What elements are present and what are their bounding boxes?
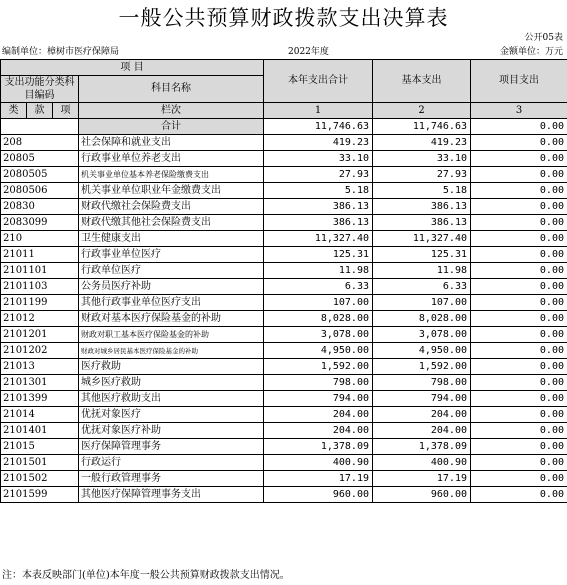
row-total: 107.00	[264, 295, 373, 311]
row-project: 0.00	[471, 359, 567, 375]
row-code: 2101101	[1, 263, 79, 279]
table-row	[1, 279, 567, 295]
row-subject-name: 财政代缴其他社会保险费支出	[79, 215, 264, 231]
row-project: 0.00	[471, 455, 567, 471]
row-project: 0.00	[471, 215, 567, 231]
header-row-no: 栏次	[79, 103, 264, 119]
table-row	[1, 199, 567, 215]
header-func-code: 支出功能分类科目编码	[1, 76, 79, 103]
table-row	[1, 247, 567, 263]
row-code: 21011	[1, 247, 79, 263]
row-code: 21015	[1, 439, 79, 455]
header-class: 类	[1, 103, 27, 119]
row-total: 8,028.00	[264, 311, 373, 327]
row-code: 2080505	[1, 167, 79, 183]
row-project: 0.00	[471, 439, 567, 455]
header-section: 款	[27, 103, 53, 119]
row-basic: 11,327.40	[373, 231, 471, 247]
row-code: 2101103	[1, 279, 79, 295]
row-basic: 1,592.00	[373, 359, 471, 375]
form-number: 公开05表	[524, 33, 563, 43]
table-row	[1, 231, 567, 247]
header-subject-name: 科目名称	[79, 76, 264, 103]
row-total: 5.18	[264, 183, 373, 199]
row-basic: 125.31	[373, 247, 471, 263]
sum-basic: 11,746.63	[373, 119, 471, 135]
table-row	[1, 167, 567, 183]
row-subject-name: 财政对职工基本医疗保险基金的补助	[79, 327, 264, 343]
header-col1: 1	[264, 103, 373, 119]
row-total: 419.23	[264, 135, 373, 151]
header-row-project	[1, 60, 567, 76]
row-code: 2080506	[1, 183, 79, 199]
row-basic: 400.90	[373, 455, 471, 471]
row-code: 2101399	[1, 391, 79, 407]
row-subject-name: 优抚对象医疗补助	[79, 423, 264, 439]
footnote: 注：本表反映部门(单位)本年度一般公共预算财政拨款支出情况。	[2, 570, 290, 581]
row-subject-name: 一般行政管理事务	[79, 471, 264, 487]
row-total: 17.19	[264, 471, 373, 487]
row-code: 2101199	[1, 295, 79, 311]
row-total: 33.10	[264, 151, 373, 167]
row-project: 0.00	[471, 151, 567, 167]
row-total: 1,592.00	[264, 359, 373, 375]
money-unit-label: 金额单位：万元	[499, 47, 563, 57]
table-row	[1, 215, 567, 231]
row-project: 0.00	[471, 343, 567, 359]
row-total: 960.00	[264, 487, 373, 503]
row-total: 204.00	[264, 423, 373, 439]
table-row	[1, 471, 567, 487]
row-code: 2101201	[1, 327, 79, 343]
table-row	[1, 407, 567, 423]
row-project: 0.00	[471, 327, 567, 343]
header-item: 项	[53, 103, 79, 119]
table-row	[1, 135, 567, 151]
row-subject-name: 其他医疗救助支出	[79, 391, 264, 407]
table-row	[1, 439, 567, 455]
row-subject-name: 行政事业单位医疗	[79, 247, 264, 263]
row-subject-name: 优抚对象医疗	[79, 407, 264, 423]
row-project: 0.00	[471, 471, 567, 487]
row-subject-name: 行政运行	[79, 455, 264, 471]
row-subject-name: 城乡医疗救助	[79, 375, 264, 391]
sum-project: 0.00	[471, 119, 567, 135]
table-row	[1, 327, 567, 343]
row-basic: 960.00	[373, 487, 471, 503]
row-subject-name: 医疗保障管理事务	[79, 439, 264, 455]
header-total: 本年支出合计	[264, 60, 373, 103]
header-project-expenditure: 项目支出	[471, 60, 567, 103]
table-row	[1, 423, 567, 439]
row-subject-name: 财政对城乡居民基本医疗保险基金的补助	[79, 343, 264, 359]
row-project: 0.00	[471, 375, 567, 391]
row-total: 4,950.00	[264, 343, 373, 359]
row-project: 0.00	[471, 199, 567, 215]
row-basic: 33.10	[373, 151, 471, 167]
report-year: 2022年度	[288, 47, 329, 57]
row-basic: 204.00	[373, 407, 471, 423]
row-total: 386.13	[264, 199, 373, 215]
row-subject-name: 行政事业单位养老支出	[79, 151, 264, 167]
row-subject-name: 医疗救助	[79, 359, 264, 375]
row-total: 11,327.40	[264, 231, 373, 247]
row-code: 2101501	[1, 455, 79, 471]
row-subject-name: 其他医疗保障管理事务支出	[79, 487, 264, 503]
row-subject-name: 公务员医疗补助	[79, 279, 264, 295]
table-row	[1, 487, 567, 503]
sum-label: 合计	[79, 119, 264, 135]
row-code: 208	[1, 135, 79, 151]
row-code: 2101599	[1, 487, 79, 503]
row-total: 125.31	[264, 247, 373, 263]
row-project: 0.00	[471, 487, 567, 503]
row-project: 0.00	[471, 135, 567, 151]
row-subject-name: 机关事业单位职业年金缴费支出	[79, 183, 264, 199]
row-subject-name: 其他行政事业单位医疗支出	[79, 295, 264, 311]
table-row	[1, 263, 567, 279]
table-row	[1, 455, 567, 471]
org-label: 编制单位：樟树市医疗保障局	[2, 47, 120, 57]
row-basic: 419.23	[373, 135, 471, 151]
row-total: 1,378.09	[264, 439, 373, 455]
row-subject-name: 财政代缴社会保险费支出	[79, 199, 264, 215]
row-basic: 27.93	[373, 167, 471, 183]
row-basic: 4,950.00	[373, 343, 471, 359]
row-basic: 386.13	[373, 199, 471, 215]
row-basic: 11.98	[373, 263, 471, 279]
row-project: 0.00	[471, 295, 567, 311]
report-title: 一般公共预算财政拨款支出决算表	[118, 6, 449, 30]
table-row	[1, 183, 567, 199]
sum-code-cell	[1, 119, 79, 135]
row-basic: 204.00	[373, 423, 471, 439]
row-project: 0.00	[471, 407, 567, 423]
row-project: 0.00	[471, 311, 567, 327]
row-basic: 794.00	[373, 391, 471, 407]
row-basic: 386.13	[373, 215, 471, 231]
row-total: 400.90	[264, 455, 373, 471]
row-basic: 798.00	[373, 375, 471, 391]
row-project: 0.00	[471, 391, 567, 407]
row-total: 11.98	[264, 263, 373, 279]
row-project: 0.00	[471, 279, 567, 295]
row-project: 0.00	[471, 423, 567, 439]
row-subject-name: 卫生健康支出	[79, 231, 264, 247]
row-code: 210	[1, 231, 79, 247]
row-code: 2083099	[1, 215, 79, 231]
table-row	[1, 151, 567, 167]
row-total: 3,078.00	[264, 327, 373, 343]
row-project: 0.00	[471, 247, 567, 263]
row-total: 798.00	[264, 375, 373, 391]
header-col2: 2	[373, 103, 471, 119]
row-code: 2101202	[1, 343, 79, 359]
row-basic: 5.18	[373, 183, 471, 199]
header-row-colnumbers	[1, 103, 567, 119]
row-basic: 1,378.09	[373, 439, 471, 455]
sum-total: 11,746.63	[264, 119, 373, 135]
row-total: 6.33	[264, 279, 373, 295]
row-basic: 17.19	[373, 471, 471, 487]
table-row	[1, 359, 567, 375]
row-total: 386.13	[264, 215, 373, 231]
row-code: 21014	[1, 407, 79, 423]
row-code: 2101502	[1, 471, 79, 487]
table-row	[1, 311, 567, 327]
table-row	[1, 391, 567, 407]
row-basic: 6.33	[373, 279, 471, 295]
row-code: 20830	[1, 199, 79, 215]
header-col3: 3	[471, 103, 567, 119]
header-project: 项 目	[1, 60, 264, 76]
row-project: 0.00	[471, 183, 567, 199]
report-meta-line	[0, 46, 567, 58]
table-row	[1, 343, 567, 359]
row-project: 0.00	[471, 263, 567, 279]
row-basic: 107.00	[373, 295, 471, 311]
row-subject-name: 财政对基本医疗保险基金的补助	[79, 311, 264, 327]
row-code: 2101401	[1, 423, 79, 439]
row-subject-name: 行政单位医疗	[79, 263, 264, 279]
row-code: 21012	[1, 311, 79, 327]
row-total: 27.93	[264, 167, 373, 183]
row-code: 2101301	[1, 375, 79, 391]
table-row	[1, 375, 567, 391]
row-subject-name: 社会保障和就业支出	[79, 135, 264, 151]
row-project: 0.00	[471, 231, 567, 247]
row-code: 20805	[1, 151, 79, 167]
header-basic: 基本支出	[373, 60, 471, 103]
row-basic: 3,078.00	[373, 327, 471, 343]
sum-row	[1, 119, 567, 135]
row-total: 794.00	[264, 391, 373, 407]
row-basic: 8,028.00	[373, 311, 471, 327]
expenditure-table	[0, 59, 567, 503]
row-total: 204.00	[264, 407, 373, 423]
table-row	[1, 295, 567, 311]
row-code: 21013	[1, 359, 79, 375]
row-project: 0.00	[471, 167, 567, 183]
row-subject-name: 机关事业单位基本养老保险缴费支出	[79, 167, 264, 183]
